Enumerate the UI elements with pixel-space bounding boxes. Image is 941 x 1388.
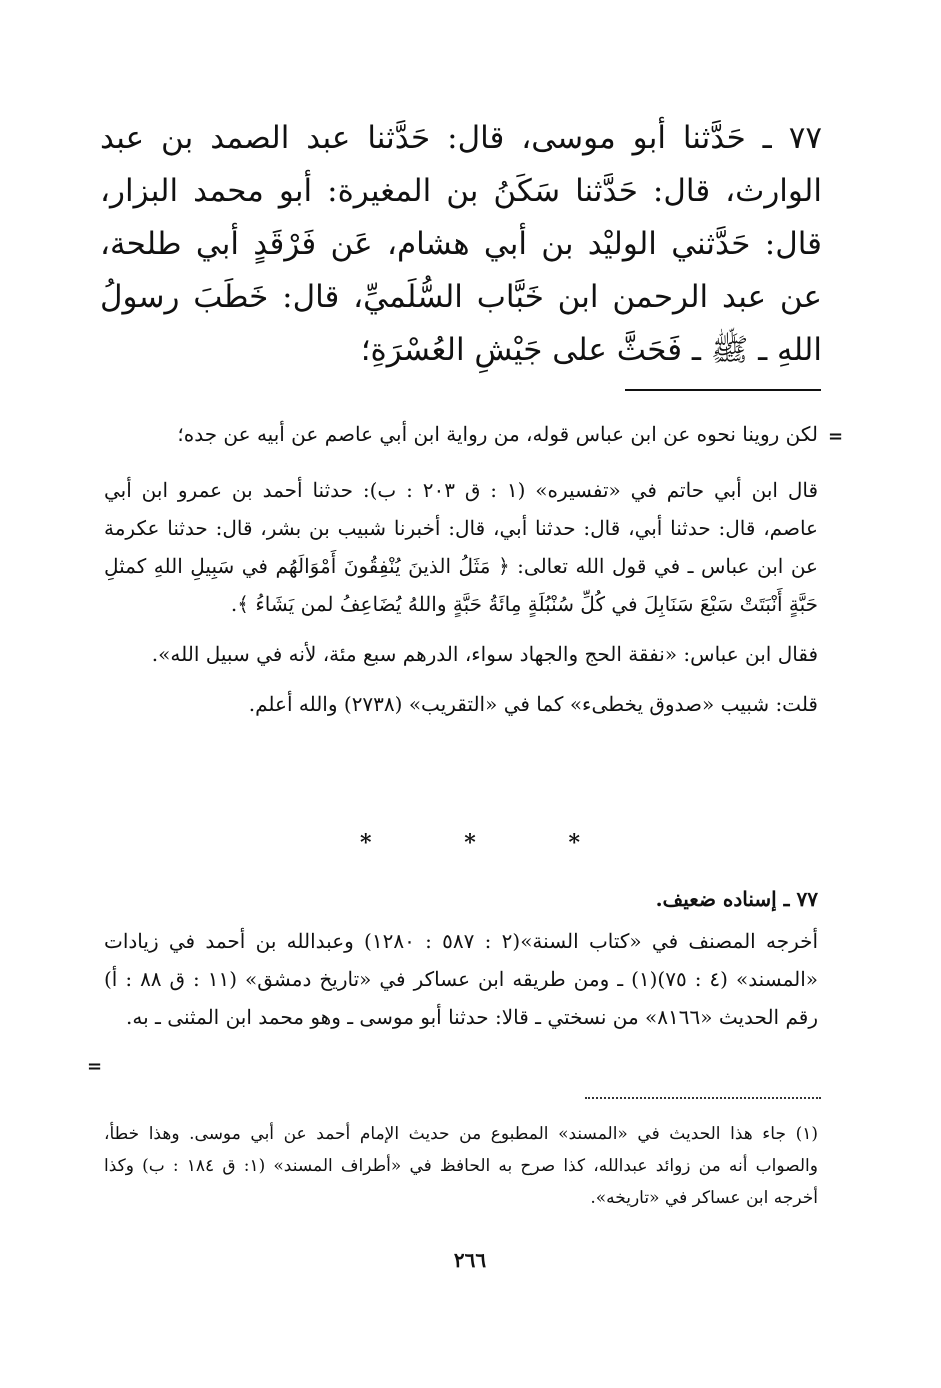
- commentary-block: [104, 415, 818, 735]
- commentary-paragraph: لكن روينا نحوه عن ابن عباس قوله، من رواية ابن أبي عاصم عن أبيه عن جده؛: [177, 422, 818, 446]
- section-divider-line: [625, 389, 821, 391]
- star-ornament: *: [360, 830, 372, 856]
- footnote-block: [104, 1118, 818, 1214]
- footnote-text: (١) جاء هذا الحديث في «المسند» المطبوع من حديث الإمام أحمد عن أبي موسى. وهذا خطأ، والصواب أنه من زوائد عبدالله، كذا صرح به الحافظ في «أطراف المسند» (١: ق ١٨٤ : ب) وكذا أخرجه ابن عساكر في «تاريخه».: [104, 1124, 818, 1208]
- grading-heading: ٧٧ ـ إسناده ضعيف.: [655, 887, 818, 911]
- hadith-text: ٧٧ ـ حَدَّثنا أبو موسى، قال: حَدَّثنا عبد الصمد بن عبد الوارث، قال: حَدَّثنا سَكَنُ بن المغيرة: أبو محمد البزار، قال: حَدَّثني الوليْد بن أبي هشام، عَن فَرْقَدٍ أبي طلحة، عن عبد الرحمن ابن خَبَّاب السُّلَميِّ، قال: خَطَبَ رسولُ اللهِ ـ ﷺ ـ فَحَثَّ على جَيْشِ العُسْرَةِ؛: [100, 120, 822, 368]
- star-ornament: *: [464, 830, 476, 856]
- footnote-divider: [585, 1097, 821, 1099]
- page-number: ٢٦٦: [453, 1248, 487, 1272]
- grading-text: أخرجه المصنف في «كتاب السنة»(٢ : ٥٨٧ : ١٢٨٠) وعبدالله بن أحمد في زيادات «المسند» (٤ : ٧٥)(١) ـ ومن طريقه ابن عساكر في «تاريخ دمشق» (١١ : ق ٨٨ : أ) رقم الحديث «٨١٦٦» من نسختي ـ قالا: حدثنا أبو موسى ـ وهو محمد ابن المثنى ـ به.: [104, 929, 819, 1029]
- continuation-mark: =: [828, 426, 844, 447]
- commentary-paragraph: فقال ابن عباس: «نفقة الحج والجهاد سواء، الدرهم سبع مئة، لأنه في سبيل الله».: [151, 642, 818, 666]
- asterism-separator: [360, 830, 580, 860]
- commentary-paragraph: قال ابن أبي حاتم في «تفسيره» (١ : ق ٢٠٣ : ب): حدثنا أحمد بن عمرو ابن أبي عاصم، قال: حدثنا أبي، قال: حدثنا أبي، قال: أخبرنا شبيب بن بشر، قال: حدثنا عكرمة عن ابن عباس ـ في قول الله تعالى: ﴿ مَثَلُ الذينَ يُنْفِقُونَ أَمْوَالَهُم في سَبِيلِ اللهِ كمثلِ حَبَّةٍ أَنْبَتَتْ سَبْعَ سَنَابِلَ في كُلِّ سُنْبُلَةٍ مِائَةُ حَبَّةٍ واللهُ يُضَاعِفُ لمن يَشَاءُ ﴾.: [104, 478, 819, 616]
- star-ornament: *: [568, 830, 580, 856]
- hadith-text-block: [100, 112, 822, 377]
- commentary-paragraph: قلت: شبيب «صدوق يخطىء» كما في «التقريب» (٢٧٣٨) والله أعلم.: [248, 692, 818, 716]
- grading-block: [104, 880, 818, 1036]
- continuation-mark: =: [87, 1056, 103, 1077]
